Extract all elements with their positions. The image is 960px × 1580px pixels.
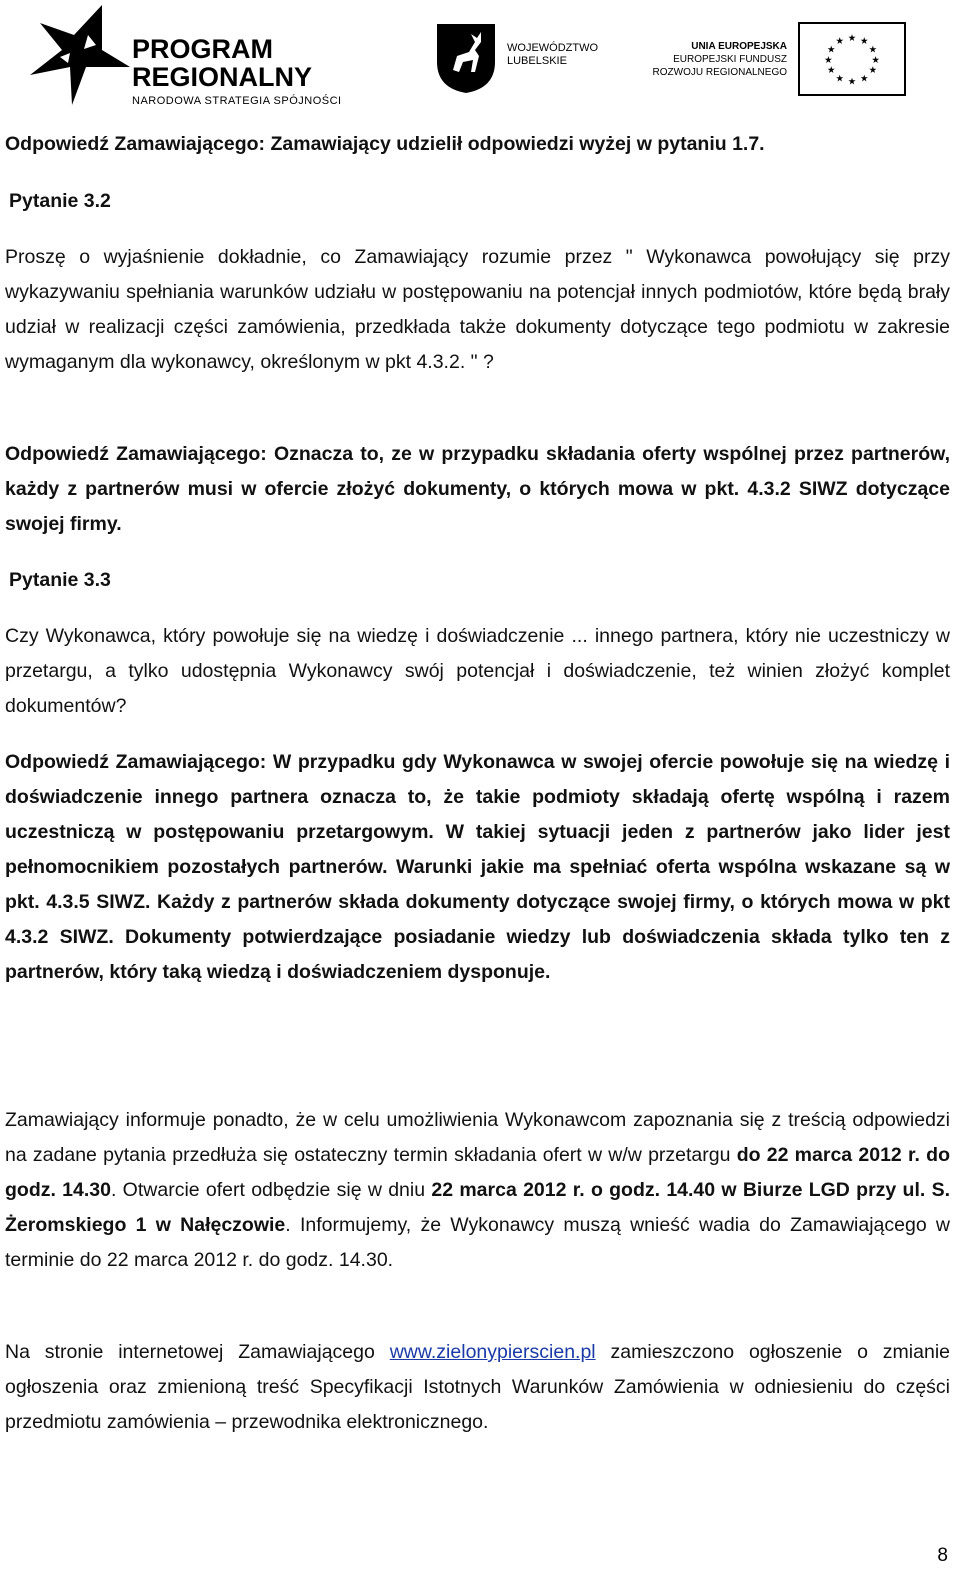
svg-text:★: ★ — [835, 73, 844, 85]
svg-text:★: ★ — [860, 73, 869, 85]
deadline-text-1: Zamawiający informuje ponadto, że w celu umożliwienia Wykonawcom zapoznania się z treścią odpowiedzi na zadane pytania przedłuża się ostateczny termin składania ofert w w/w przetargu — [5, 1109, 950, 1166]
wojewodztwo-line1: WOJEWÓDZTWO — [507, 42, 599, 54]
wojewodztwo-text — [507, 42, 598, 68]
svg-text:★: ★ — [868, 44, 878, 56]
answer-3-2-text: Odpowiedź Zamawiającego: Oznacza to, ze w przypadku składania oferty wspólnej przez partnerów, każdy z partnerów musi w ofercie złożyć dokumenty, o których mowa w pkt. 4.3.2 SIWZ dotyczące swojej firmy. — [5, 443, 950, 535]
svg-text:★: ★ — [826, 65, 836, 77]
question-3-2-text: Proszę o wyjaśnienie dokładnie, co Zamawiający rozumie przez " Wykonawca powołujący się przy wykazywaniu spełniania warunków udziału w postępowaniu na potencjał innych podmiotów, które będą brały udział w realizacji części zamówienia, przedkłada także dokumenty dotyczące tego podmiotu w zakresie wymaganym dla wykonawcy, określonym w pkt 4.3.2. " ? — [5, 246, 950, 373]
website-text-1: Na stronie internetowej Zamawiającego — [5, 1341, 390, 1363]
svg-text:★: ★ — [847, 76, 857, 88]
deadline-text-3: . Informujemy, że Wykonawcy muszą wnieść wadia do Zamawiającego w terminie do 22 marca 2012 r. do godz. 14.30. — [5, 1214, 951, 1271]
deadline-text-2: . Otwarcie ofert odbędzie się w dniu — [110, 1179, 432, 1201]
program-subtitle: NARODOWA STRATEGIA SPÓJNOŚCI — [132, 95, 342, 107]
opening-date-location: 22 marca 2012 r. o godz. 14.40 w Biurze LGD przy ul. S. Żeromskiego 1 w Nałęczowie — [5, 1179, 950, 1236]
deadline-info-paragraph — [5, 1103, 950, 1278]
question-3-3-title: Pytanie 3.3 — [9, 569, 111, 591]
deer-shield-icon — [435, 22, 497, 94]
wojewodztwo-logo — [435, 22, 615, 97]
deadline-date: do 22 marca 2012 r. do godz. 14.30 — [5, 1144, 950, 1201]
eu-text — [640, 40, 787, 79]
question-3-3-text: Czy Wykonawca, który powołuje się na wiedzę i doświadczenie ... innego partnera, który nie uczestniczy w przetargu, a tylko udostępnia Wykonawcy swój potencjał i doświadczenie, też winien złożyć komplet dokumentów? — [5, 625, 950, 717]
program-title-line2: REGIONALNY — [132, 62, 313, 92]
star-logo-icon — [30, 5, 130, 105]
program-title-line1: PROGRAM — [132, 34, 273, 64]
svg-text:★: ★ — [824, 54, 833, 66]
svg-text:★: ★ — [868, 65, 878, 77]
svg-text:★: ★ — [847, 33, 857, 45]
eu-line1: UNIA EUROPEJSKA — [691, 41, 787, 52]
page-number: 8 — [937, 1545, 948, 1566]
svg-text:★: ★ — [826, 44, 836, 56]
website-info-paragraph — [5, 1335, 950, 1440]
wojewodztwo-line2: LUBELSKIE — [507, 55, 567, 67]
eu-line3: ROZWOJU REGIONALNEGO — [652, 67, 787, 78]
answer-1-7-reference: Odpowiedź Zamawiającego: Zamawiający udzielił odpowiedzi wyżej w pytaniu 1.7. — [5, 133, 765, 155]
eu-logo — [640, 22, 910, 97]
question-3-2-title: Pytanie 3.2 — [9, 190, 111, 212]
svg-text:★: ★ — [871, 54, 880, 66]
page-header — [0, 0, 960, 115]
svg-text:★: ★ — [835, 35, 844, 47]
eu-line2: EUROPEJSKI FUNDUSZ — [673, 54, 787, 65]
website-text-2: zamieszczono ogłoszenie o zmianie ogłoszenia oraz zmienioną treść Specyfikacji Istotnych Warunków Zamówienia w odniesieniu do części przedmiotu zamówienia – przewodnika elektronicznego. — [5, 1341, 951, 1433]
program-regionalny-logo — [30, 5, 380, 110]
svg-text:★: ★ — [860, 35, 869, 47]
website-link[interactable]: www.zielonypierscien.pl — [389, 1341, 596, 1363]
eu-flag-icon — [798, 22, 906, 96]
answer-3-3-text: Odpowiedź Zamawiającego: W przypadku gdy Wykonawca w swojej ofercie powołuje się na wiedzę i doświadczenie innego partnera oznacza to, że takie podmioty składają ofertę wspólną i razem uczestniczą w postępowaniu przetargowym. W takiej sytuacji jeden z partnerów jako lider jest pełnomocnikiem pozostałych partnerów. Warunki jakie ma spełniać oferta wspólna wskazane są w pkt. 4.3.5 SIWZ. Każdy z partnerów składa dokumenty dotyczące swojej firmy, o których mowa w pkt 4.3.2 SIWZ. Dokumenty potwierdzające posiadanie wiedzy lub doświadczenia składa tylko ten z partnerów, który taką wiedzą i doświadczeniem dysponuje. — [5, 751, 950, 983]
